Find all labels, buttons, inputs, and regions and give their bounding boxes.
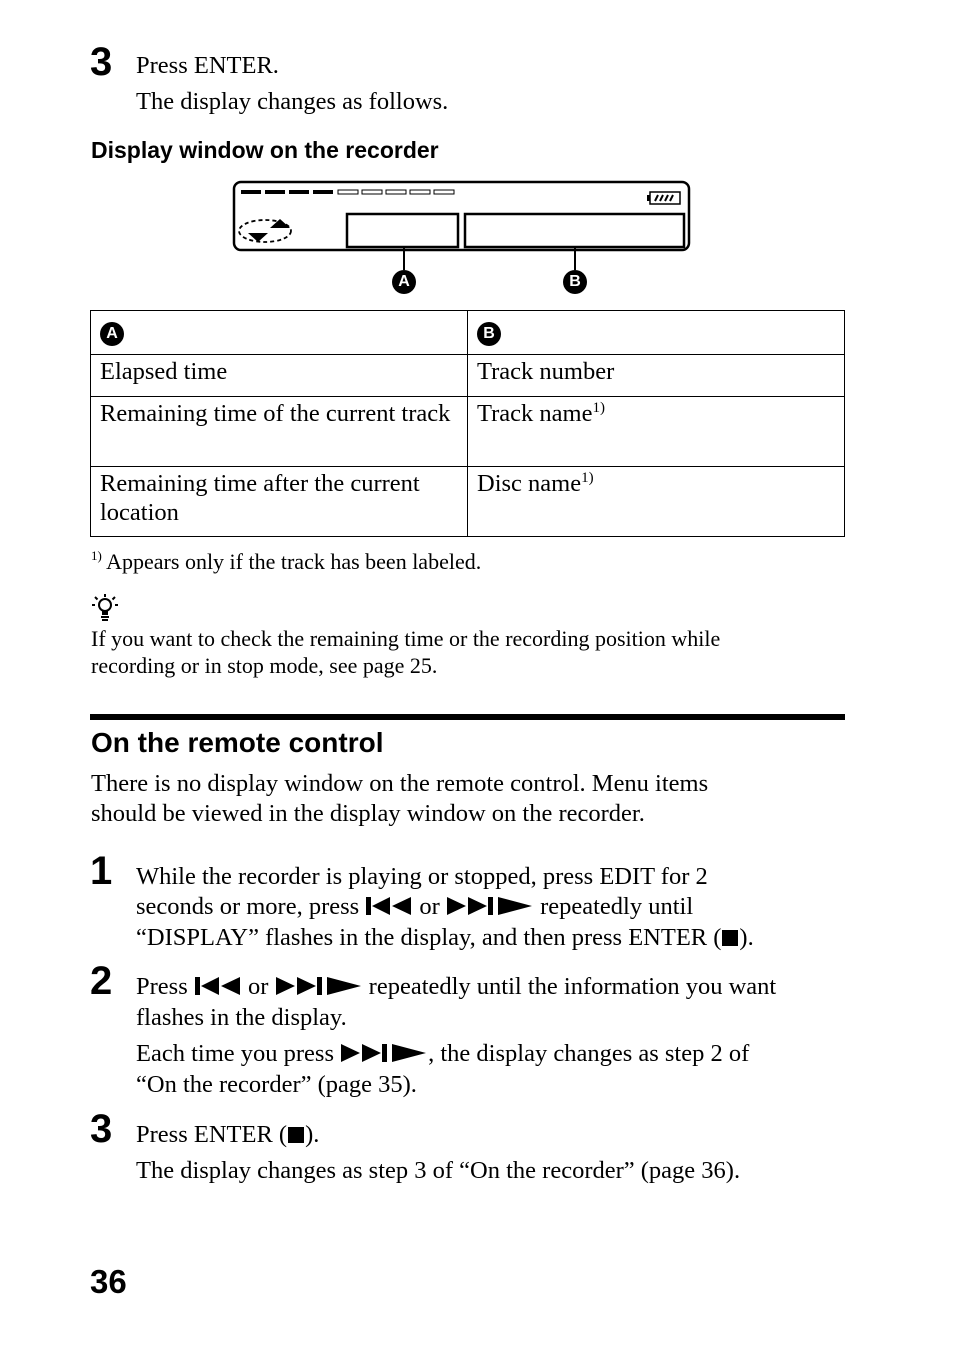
- footnote-marker: 1): [91, 548, 102, 563]
- footnote-ref: 1): [592, 400, 605, 416]
- stop-icon: [287, 1126, 305, 1144]
- step-text: seconds or more, press or repeatedly until: [136, 893, 694, 920]
- step-text: “DISPLAY” flashes in the display, and then press ENTER ( ).: [136, 924, 754, 951]
- table-header-row: [91, 311, 845, 355]
- step-number: 2: [90, 959, 113, 1003]
- table-cell: Elapsed time: [91, 355, 468, 397]
- callout-b-badge: B: [563, 270, 587, 294]
- tip-text: If you want to check the remaining time or the recording position while: [91, 626, 721, 651]
- table-cell: Track name$^{1)}$: [468, 397, 845, 467]
- battery-icon: [647, 192, 680, 204]
- step-text: Press ENTER ( ).: [136, 1121, 320, 1148]
- column-b-badge: B: [477, 322, 501, 346]
- step-number: 3: [90, 40, 113, 84]
- step-number: 1: [90, 849, 113, 893]
- next-play-icon: [340, 1043, 428, 1063]
- step-text: The display changes as step 3 of “On the recorder” (page 36).: [136, 1157, 741, 1184]
- footnote-ref: 1): [581, 470, 594, 486]
- table-row: [91, 355, 845, 397]
- display-window-heading: Display window on the recorder: [91, 137, 439, 163]
- column-a-badge: A: [100, 322, 124, 346]
- table-cell: Track number: [468, 355, 845, 397]
- callout-a-badge: A: [392, 270, 416, 294]
- tip-text: recording or in stop mode, see page 25.: [91, 653, 438, 678]
- stop-icon: [721, 929, 739, 947]
- section-title: On the remote control: [91, 727, 384, 758]
- step-number: 3: [90, 1107, 113, 1151]
- step-text: Each time you press , the display changes as step 2 of: [136, 1040, 750, 1067]
- previous-track-icon: [194, 976, 242, 996]
- section-rule: [90, 714, 845, 720]
- next-play-icon: [446, 896, 534, 916]
- table-cell: Remaining time of the current track: [91, 397, 468, 467]
- previous-track-icon: [365, 896, 413, 916]
- table-cell: Disc name$^{1)}$: [468, 467, 845, 537]
- display-info-table: [90, 310, 845, 537]
- table-row: [91, 467, 845, 537]
- table-cell: Remaining time after the current location: [91, 467, 468, 537]
- level-meter-segments: [241, 190, 454, 194]
- step-text: Press or repeatedly until the information you want: [136, 973, 777, 1000]
- step-text: The display changes as follows.: [136, 88, 449, 115]
- callout-line-a: [403, 248, 405, 270]
- section-intro: There is no display window on the remote control. Menu items: [91, 770, 709, 797]
- step-text: flashes in the display.: [136, 1004, 347, 1031]
- page-number: 36: [90, 1263, 127, 1300]
- recorder-display-window-illustration: [230, 178, 695, 258]
- step-text: “On the recorder” (page 35).: [136, 1071, 417, 1098]
- step-text: Press ENTER.: [136, 52, 279, 79]
- footnote: $^{1)}$ Appears only if the track has been labeled.: [91, 548, 482, 574]
- table-row: [91, 397, 845, 467]
- hint-lightbulb-icon: [90, 592, 120, 624]
- section-intro: should be viewed in the display window on the recorder.: [91, 800, 645, 827]
- step-text: While the recorder is playing or stopped, press EDIT for 2: [136, 863, 708, 890]
- next-play-icon: [275, 976, 363, 996]
- callout-line-b: [574, 248, 576, 270]
